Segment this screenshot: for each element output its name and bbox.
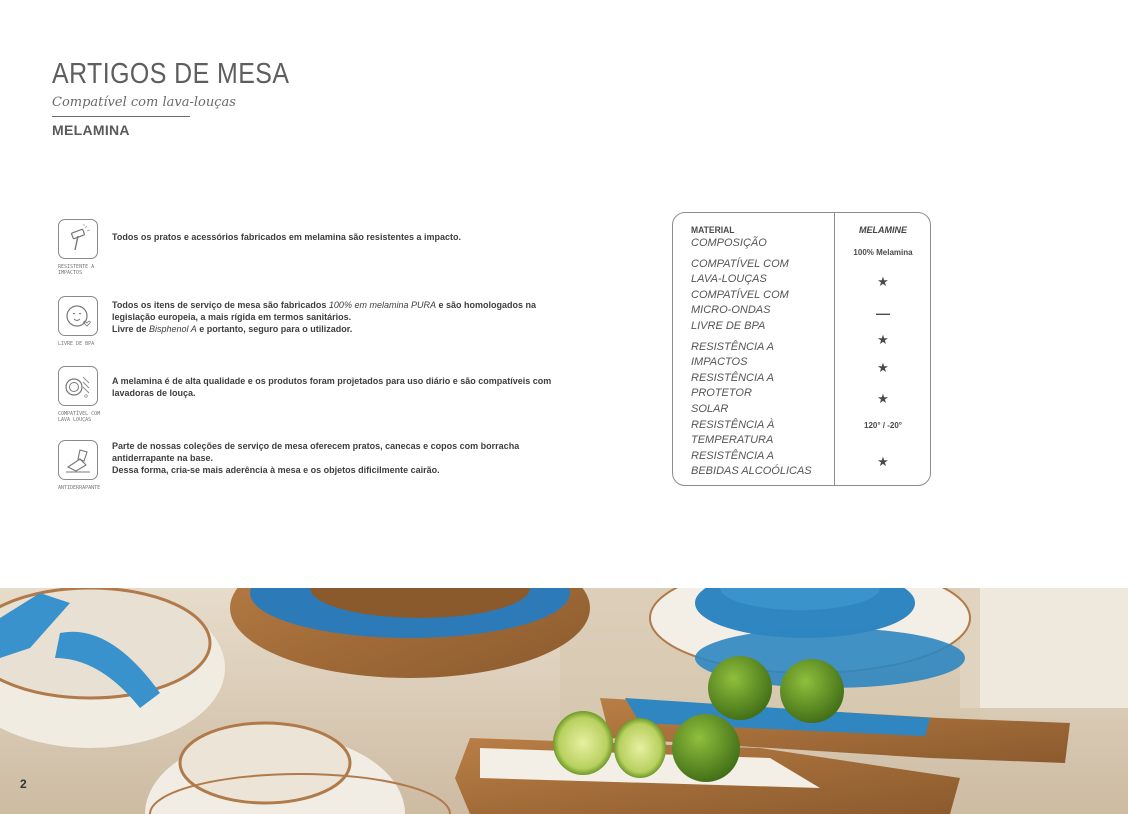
spec-label: COMPOSIÇÃO (691, 237, 767, 249)
feature-line: A melamina é de alta qualidade e os produtos foram projetados para uso diário e são compatíveis com lavadoras de louça. (112, 376, 552, 398)
feature-line: Todos os itens de serviço de mesa são fabricados 100% em melamina PURA e são homologados na legislação europeia, a mais rígida em termos sanitários. (112, 300, 536, 322)
spec-label: RESISTÊNCIA A PROTETOR SOLAR (691, 371, 774, 415)
spec-table (672, 212, 931, 486)
feature-dishwasher (58, 366, 558, 428)
star-icon: ★ (877, 454, 889, 469)
feature-bpa-free (58, 296, 558, 358)
dishwasher-plates-icon (58, 366, 98, 406)
section-heading: MELAMINA (52, 122, 130, 138)
feature-description (112, 376, 552, 399)
feature-line: Dessa forma, cria-se mais aderência à mesa e os objetos dificilmente cairão. (112, 465, 440, 475)
feature-line: Parte de nossas coleções de serviço de mesa oferecem pratos, canecas e copos com borracha antiderrapante na base. (112, 441, 520, 463)
page-title: ARTIGOS DE MESA (52, 58, 290, 90)
spec-value-temperature: 120° / -20° (864, 421, 902, 430)
spec-label: COMPATÍVEL COM LAVA-LOUÇAS (691, 257, 789, 286)
feature-caption: ANTIDERRAPANTE (58, 485, 101, 491)
spec-value-header: MELAMINE (859, 225, 907, 235)
page-header (52, 58, 352, 138)
feature-line: Livre de Bisphenol A e portanto, seguro para o utilizador. (112, 324, 353, 334)
spec-labels-column (691, 225, 831, 480)
non-slip-icon (58, 440, 98, 480)
spec-values-column (835, 225, 931, 469)
hammer-icon (58, 219, 98, 259)
feature-non-slip (58, 440, 558, 502)
star-icon: ★ (877, 332, 889, 347)
spec-label: RESISTÊNCIA A BEBIDAS ALCOÓLICAS (691, 449, 812, 478)
star-icon: ★ (877, 274, 889, 289)
feature-description (112, 232, 552, 244)
feature-caption: LIVRE DE BPA (58, 341, 95, 347)
feature-caption: RESISTENTE A IMPACTOS (58, 264, 95, 276)
page-subtitle: Compatível com lava-louças (52, 95, 236, 110)
page-number: 2 (20, 777, 27, 791)
spec-label: RESISTÊNCIA À TEMPERATURA (691, 418, 775, 447)
feature-description (112, 441, 552, 477)
baby-face-icon (58, 296, 98, 336)
dash-icon: — (876, 305, 890, 321)
spec-label: COMPATÍVEL COM MICRO-ONDAS (691, 288, 789, 317)
feature-impact (58, 219, 558, 281)
star-icon: ★ (877, 391, 889, 406)
spec-label-header: MATERIAL (691, 225, 735, 236)
tableware-photo (0, 588, 1128, 814)
feature-description (112, 300, 552, 336)
spec-value-composition: 100% Melamina (853, 248, 913, 257)
feature-caption: COMPATÍVEL COM LAVA LOUÇAS (58, 411, 101, 423)
spec-label: RESISTÊNCIA A IMPACTOS (691, 340, 774, 369)
title-underline (52, 116, 190, 117)
star-icon: ★ (877, 360, 889, 375)
spec-label: LIVRE DE BPA (691, 319, 766, 332)
feature-line: Todos os pratos e acessórios fabricados em melamina são resistentes a impacto. (112, 232, 461, 242)
